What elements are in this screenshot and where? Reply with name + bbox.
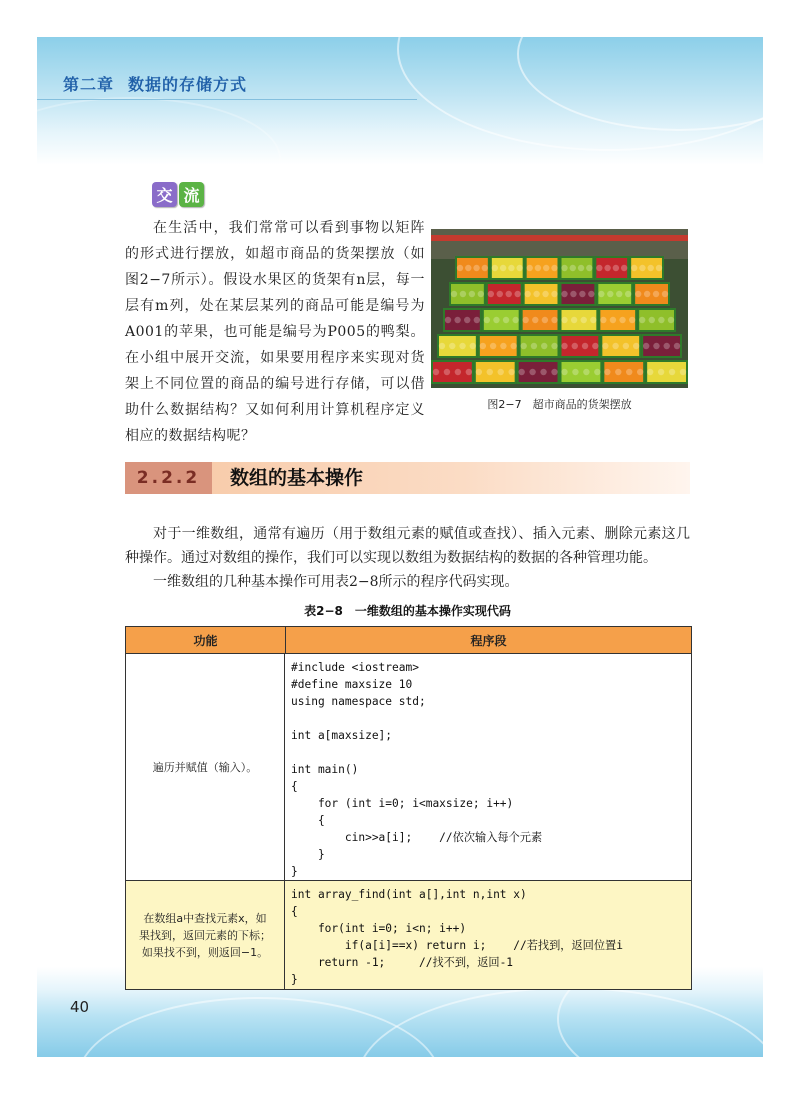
code-line: int main() <box>291 763 359 776</box>
fruit-highlight <box>658 317 664 323</box>
fruit-highlight <box>629 317 635 323</box>
operations-table <box>125 626 692 990</box>
table-header-code: 程序段 <box>470 633 507 648</box>
fruit-highlight <box>602 343 608 349</box>
code-line: { <box>291 780 298 793</box>
fruit-highlight <box>579 291 585 297</box>
fruit-highlight <box>516 265 522 271</box>
code-line: int array_find(int a[],int n,int x) <box>291 888 527 901</box>
fruit-highlight <box>637 369 643 375</box>
figure-caption: 图2−7 超市商品的货架摆放 <box>487 398 632 411</box>
fruit-highlight <box>561 317 567 323</box>
fruit-highlight <box>600 317 606 323</box>
exchange-badge-char-1: 交 <box>152 182 177 207</box>
fruit-highlight <box>592 343 598 349</box>
fruit-highlight <box>571 317 577 323</box>
fruit-highlight <box>506 291 512 297</box>
fruit-highlight <box>635 291 641 297</box>
chapter-label: 第二章 <box>63 75 115 94</box>
fruit-highlight <box>570 265 576 271</box>
fruit-highlight <box>480 343 486 349</box>
code-line: for (int i=0; i<maxsize; i++) <box>291 797 514 810</box>
fruit-highlight <box>674 343 680 349</box>
code-line: return -1; //找不到，返回-1 <box>291 956 514 969</box>
fruit-highlight <box>669 369 675 375</box>
fruit-highlight <box>586 265 592 271</box>
code-line: } <box>291 973 298 986</box>
fruit-highlight <box>615 369 621 375</box>
fruit-highlight <box>551 369 557 375</box>
fruit-highlight <box>493 317 499 323</box>
table-caption: 表2−8 一维数组的基本操作实现代码 <box>304 604 511 618</box>
code-line: } <box>291 848 325 861</box>
fruit-highlight <box>498 369 504 375</box>
fruit-highlight <box>588 291 594 297</box>
fruit-highlight <box>459 343 465 349</box>
fruit-highlight <box>512 317 518 323</box>
code-cell <box>285 881 691 989</box>
fruit-highlight <box>551 291 557 297</box>
fruit-highlight <box>464 317 470 323</box>
fruit-highlight <box>541 343 547 349</box>
code-line: cin>>a[i]; //依次输入每个元素 <box>291 831 543 844</box>
fruit-highlight <box>561 291 567 297</box>
table-header-row <box>126 627 691 654</box>
fruit-highlight <box>469 291 475 297</box>
fruit-highlight <box>581 317 587 323</box>
fruit-highlight <box>497 291 503 297</box>
fruit-highlight <box>542 317 548 323</box>
fruit-highlight <box>649 317 655 323</box>
fruit-highlight <box>540 369 546 375</box>
fruit-highlight <box>476 369 482 375</box>
header-divider <box>37 99 417 100</box>
code-line: } <box>291 865 298 878</box>
fruit-highlight <box>522 317 528 323</box>
fruit-highlight <box>508 369 514 375</box>
fruit-highlight <box>543 265 549 271</box>
fruit-highlight <box>616 291 622 297</box>
fruit-highlight <box>465 265 471 271</box>
fruit-highlight <box>647 369 653 375</box>
code-line: #define maxsize 10 <box>291 678 413 691</box>
fruit-highlight <box>474 317 480 323</box>
fruit-highlight <box>439 343 445 349</box>
fruit-highlight <box>643 343 649 349</box>
exchange-badge <box>152 182 204 207</box>
table-row <box>126 881 691 989</box>
fruit-highlight <box>610 317 616 323</box>
fruit-highlight <box>473 265 479 271</box>
header-band <box>37 37 763 165</box>
section-title: 数组的基本操作 <box>230 467 364 489</box>
fruit-highlight <box>500 343 506 349</box>
code-line <box>291 710 685 727</box>
fruit-highlight <box>551 317 557 323</box>
fruit-highlight <box>529 369 535 375</box>
fruit-highlight <box>623 343 629 349</box>
fruit-highlight <box>625 291 631 297</box>
fruit-highlight <box>445 317 451 323</box>
code-line: #include <iostream> <box>291 661 419 674</box>
fruit-highlight <box>449 343 455 349</box>
fruit-highlight <box>500 265 506 271</box>
fruit-highlight <box>514 291 520 297</box>
code-line: int a[maxsize]; <box>291 729 393 742</box>
fruit-highlight <box>570 291 576 297</box>
fruit-shelf-illustration <box>431 229 688 388</box>
fruit-highlight <box>668 317 674 323</box>
exchange-badge-char-2: 流 <box>179 182 204 207</box>
fruit-highlight <box>656 265 662 271</box>
fruit-highlight <box>531 343 537 349</box>
fruit-highlight <box>662 291 668 297</box>
fruit-highlight <box>604 369 610 375</box>
function-cell: 遍历并赋值（输入）。 <box>126 654 285 880</box>
fruit-highlight <box>572 369 578 375</box>
fruit-highlight <box>613 265 619 271</box>
fruit-highlight <box>487 369 493 375</box>
fruit-highlight <box>658 369 664 375</box>
fruit-highlight <box>598 291 604 297</box>
section-number: 2.2.2 <box>125 462 212 494</box>
code-line: { <box>291 905 298 918</box>
code-cell <box>285 654 691 880</box>
fruit-highlight <box>510 343 516 349</box>
fruit-highlight <box>664 343 670 349</box>
fruit-highlight <box>653 343 659 349</box>
fruit-highlight <box>648 265 654 271</box>
fruit-highlight <box>633 343 639 349</box>
fruit-highlight <box>626 369 632 375</box>
page-number: 40 <box>70 998 90 1016</box>
chapter-name: 数据的存储方式 <box>128 75 248 94</box>
function-cell: 在数组a中查找元素x，如果找到，返回元素的下标；如果找不到，则返回−1。 <box>126 881 285 989</box>
code-line: { <box>291 814 325 827</box>
fruit-highlight <box>644 291 650 297</box>
body-paragraph: 对于一维数组，通常有遍历（用于数组元素的赋值或查找）、插入元素、删除元素这几种操作。通过对数组的操作，我们可以实现以数组为数据结构的数据的各种管理功能。 <box>125 526 690 566</box>
fruit-highlight <box>524 291 530 297</box>
fruit-highlight <box>478 291 484 297</box>
fruit-highlight <box>582 343 588 349</box>
fruit-highlight <box>639 317 645 323</box>
body-paragraph: 一维数组的几种基本操作可用表2−8所示的程序代码实现。 <box>153 574 519 590</box>
fruit-highlight <box>492 265 498 271</box>
code-line: for(int i=0; i<n; i++) <box>291 922 467 935</box>
fruit-highlight <box>590 317 596 323</box>
fruit-highlight <box>526 265 532 271</box>
supermarket-shelf-photo <box>431 229 688 388</box>
fruit-highlight <box>433 369 439 375</box>
fruit-highlight <box>551 343 557 349</box>
fruit-highlight <box>490 343 496 349</box>
fruit-highlight <box>482 265 488 271</box>
fruit-highlight <box>551 265 557 271</box>
fruit-highlight <box>612 343 618 349</box>
fruit-highlight <box>680 369 686 375</box>
fruit-highlight <box>451 291 457 297</box>
fruit-highlight <box>561 265 567 271</box>
fruit-highlight <box>460 291 466 297</box>
table-row <box>126 654 691 881</box>
fruit-highlight <box>621 265 627 271</box>
code-line <box>291 744 685 761</box>
fruit-highlight <box>520 343 526 349</box>
chapter-title <box>63 72 261 95</box>
fruit-highlight <box>583 369 589 375</box>
fruit-highlight <box>561 369 567 375</box>
fruit-highlight <box>594 369 600 375</box>
code-line: if(a[i]==x) return i; //若找到，返回位置i <box>291 939 623 952</box>
fruit-highlight <box>466 369 472 375</box>
fruit-highlight <box>572 343 578 349</box>
table-header-function: 功能 <box>126 627 286 653</box>
fruit-highlight <box>454 317 460 323</box>
fruit-highlight <box>470 343 476 349</box>
fruit-highlight <box>619 317 625 323</box>
fruit-highlight <box>457 265 463 271</box>
fruit-highlight <box>542 291 548 297</box>
fruit-highlight <box>604 265 610 271</box>
fruit-highlight <box>596 265 602 271</box>
fruit-highlight <box>484 317 490 323</box>
fruit-highlight <box>518 369 524 375</box>
fruit-highlight <box>503 317 509 323</box>
fruit-highlight <box>535 265 541 271</box>
fruit-highlight <box>639 265 645 271</box>
fruit-highlight <box>631 265 637 271</box>
code-line: using namespace std; <box>291 695 426 708</box>
fruit-highlight <box>508 265 514 271</box>
exchange-paragraph: 在生活中，我们常常可以看到事物以矩阵的形式进行摆放，如超市商品的货架摆放（如图2−7所示）。假设水果区的货架有n层，每一层有m列，处在某层某列的商品可能是编号为A001的苹果，也可能是编号为P005的鸭梨。在小组中展开交流，如果要用程序来实现对货架上不同位置的商品的编号进行存储，可以借助什么数据结构？又如何利用计算机程序定义相应的数据结构呢？ <box>125 220 425 444</box>
fruit-highlight <box>533 291 539 297</box>
fruit-highlight <box>455 369 461 375</box>
fruit-highlight <box>532 317 538 323</box>
fruit-highlight <box>444 369 450 375</box>
fruit-highlight <box>578 265 584 271</box>
fruit-highlight <box>561 343 567 349</box>
fruit-highlight <box>653 291 659 297</box>
fruit-highlight <box>488 291 494 297</box>
fruit-highlight <box>607 291 613 297</box>
